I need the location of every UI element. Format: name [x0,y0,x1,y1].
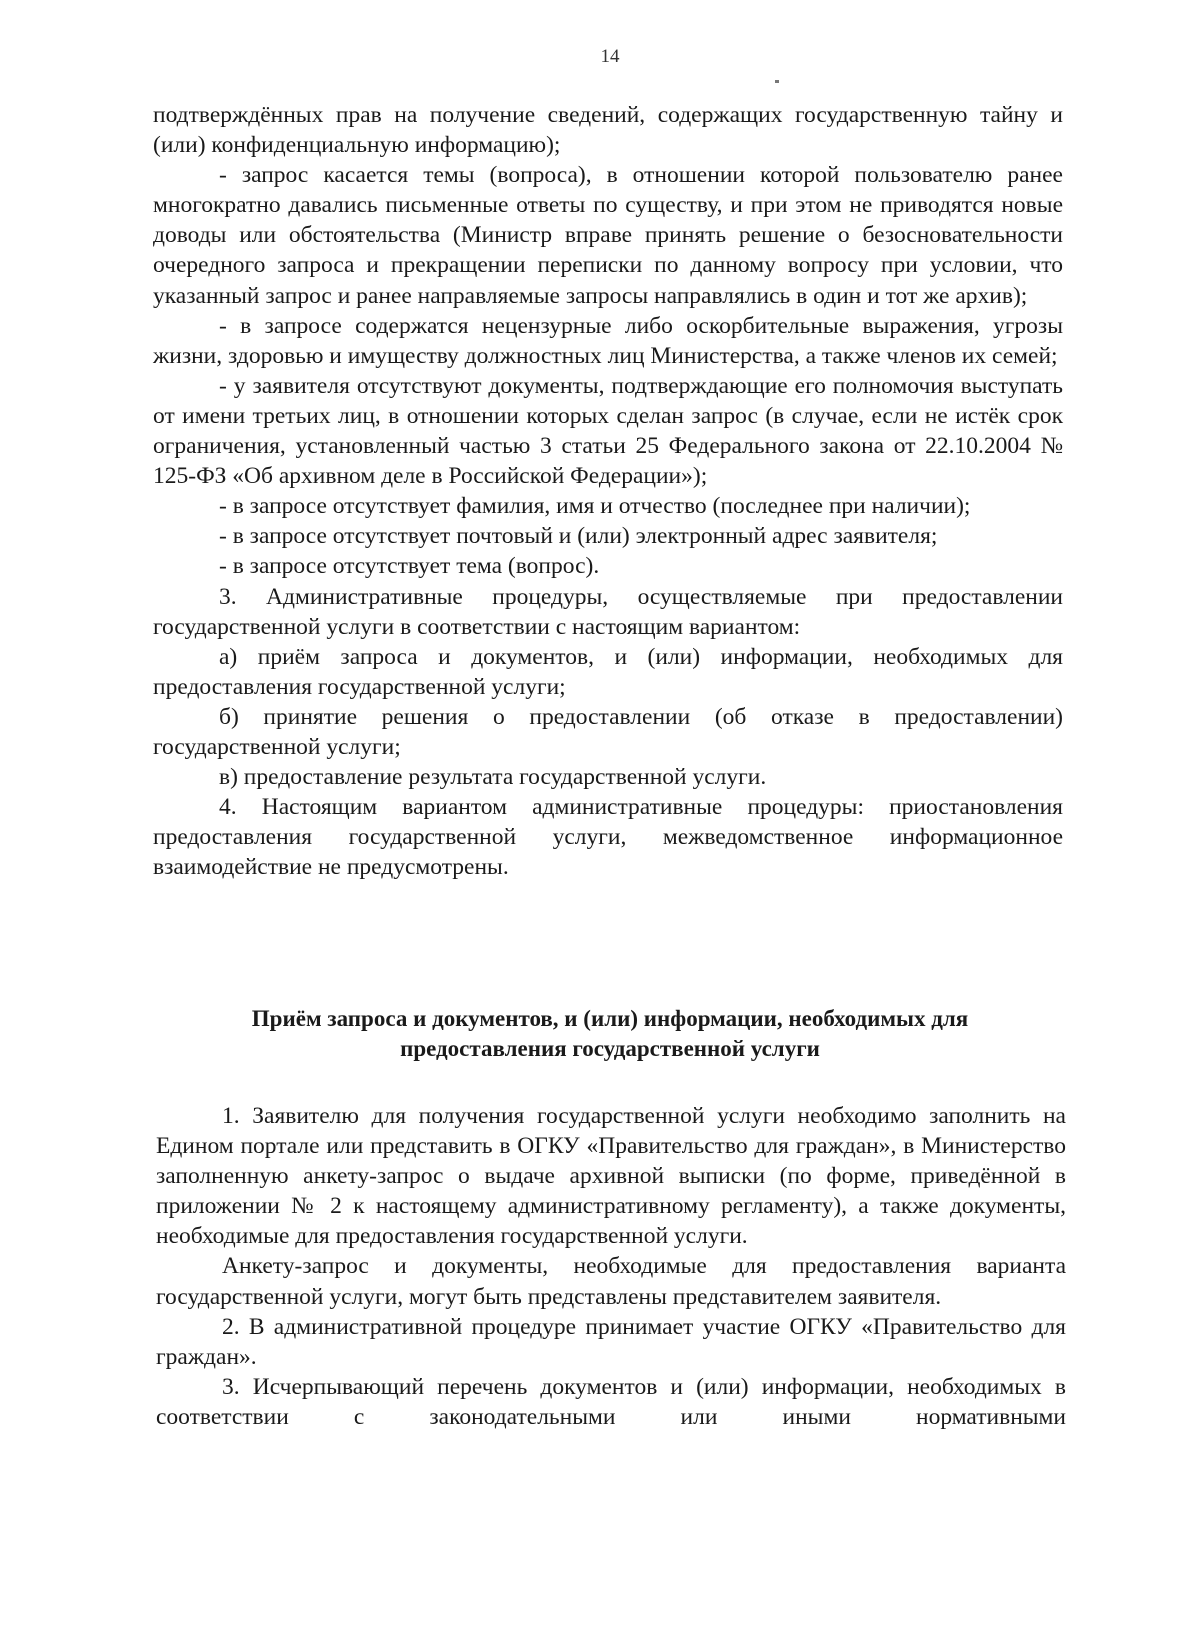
section-body [156,1101,1066,1432]
scan-speck [775,80,779,83]
section-heading-line: предоставления государственной услуги [400,1036,820,1061]
paragraph: - в запросе отсутствует тема (вопрос). [219,553,600,580]
paragraph: 3. Административные процедуры, осуществляемые при предоставлении государственной услуги в соответствии с настоящим вариантом: [153,583,1063,640]
section-heading-line: Приём запроса и документов, и (или) информации, необходимых для [251,1006,969,1031]
page-number: 14 [600,46,620,67]
paragraph: 4. Настоящим вариантом административные процедуры: приостановления предоставления государственной услуги, межведомственное информационное взаимодействие не предусмотрены. [153,794,1063,881]
paragraph: - в запросе отсутствует почтовый и (или) электронный адрес заявителя; [219,523,938,550]
paragraph: подтверждённых прав на получение сведений, содержащих государственную тайну и (или) конфиденциальную информацию); [153,102,1063,159]
paragraph: а) приём запроса и документов, и (или) информации, необходимых для предоставления государственной услуги; [153,643,1063,700]
body-text [153,100,1063,882]
paragraph: Анкету-запрос и документы, необходимые для предоставления варианта государственной услуги, могут быть представлены представителем заявителя. [156,1253,1066,1310]
paragraph: - у заявителя отсутствуют документы, подтверждающие его полномочия выступать от имени третьих лиц, в отношении которых сделан запрос (в случае, если не истёк срок ограничения, установленный частью 3 статьи 25 Федерального закона от 22.10.2004 № 125-ФЗ «Об архивном деле в Российской Федерации»); [153,372,1063,490]
paragraph: б) принятие решения о предоставлении (об отказе в предоставлении) государственной услуги; [153,703,1063,760]
paragraph: 1. Заявителю для получения государственной услуги необходимо заполнить на Едином портале или представить в ОГКУ «Правительство для граждан», в Министерство заполненную анкету-запрос о выдаче архивной выписки (по форме, приведённой в приложении № 2 к настоящему административному регламенту), а также документы, необходимые для предоставления государственной услуги. [156,1103,1066,1250]
paragraph: в) предоставление результата государственной услуги. [219,764,767,791]
paragraph: - в запросе содержатся нецензурные либо оскорбительные выражения, угрозы жизни, здоровью и имуществу должностных лиц Министерства, а также членов их семей; [153,312,1063,369]
paragraph: - запрос касается темы (вопроса), в отношении которой пользователю ранее многократно давались письменные ответы по существу, и при этом не приводятся новые доводы или обстоятельства (Министр вправе принять решение о безосновательности очередного запроса и прекращении переписки по данному вопросу при условии, что указанный запрос и ранее направляемые запросы направлялись в один и тот же архив); [153,162,1063,309]
paragraph: 2. В административной процедуре принимает участие ОГКУ «Правительство для граждан». [156,1313,1066,1370]
paragraph: 3. Исчерпывающий перечень документов и (или) информации, необходимых в соответствии с законодательными или иными нормативными [156,1373,1066,1430]
paragraph: - в запросе отсутствует фамилия, имя и отчество (последнее при наличии); [219,493,971,520]
section-heading [170,1004,1050,1064]
